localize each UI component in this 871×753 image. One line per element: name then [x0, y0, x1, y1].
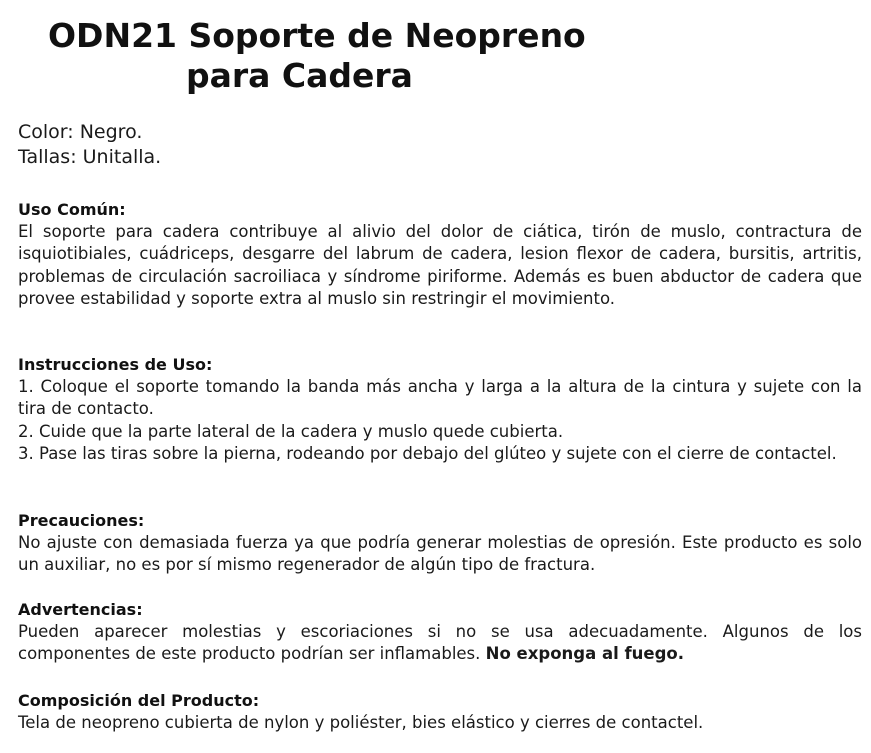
- product-meta: [18, 120, 161, 170]
- instruction-step: 1. Coloque el soporte tomando la banda más ancha y larga a la altura de la cintura y sujete con la tira de contacto.: [18, 377, 862, 419]
- section-precautions: [18, 510, 862, 577]
- instruction-step: 3. Pase las tiras sobre la pierna, rodeando por debajo del glúteo y sujete con el cierre de contactel.: [18, 443, 837, 463]
- color-text: Color: Negro.: [18, 121, 143, 143]
- warnings-emphasis: No exponga al fuego.: [485, 644, 685, 664]
- common-use-heading: Uso Común:: [18, 200, 126, 219]
- instruction-step: 2. Cuide que la parte lateral de la cadera y muslo quede cubierta.: [18, 421, 564, 441]
- section-warnings: [18, 599, 862, 666]
- title-line-1: ODN21 Soporte de Neopreno: [48, 16, 586, 55]
- section-common-use: [18, 199, 862, 310]
- composition-body: Tela de neopreno cubierta de nylon y poliéster, bies elástico y cierres de contactel.: [18, 713, 704, 732]
- instructions-heading: Instrucciones de Uso:: [18, 355, 213, 374]
- sizes-text: Tallas: Unitalla.: [18, 146, 162, 168]
- page-title: [48, 16, 586, 96]
- common-use-body: El soporte para cadera contribuye al alivio del dolor de ciática, tirón de muslo, contractura de isquiotibiales, cuádriceps, desgarre del labrum de cadera, lesion flexor de cadera, bursitis, artritis, problemas de circulación sacroiliaca y síndrome piriforme. Además es buen abductor de cadera que provee estabilidad y soporte extra al muslo sin restringir el movimiento.: [18, 222, 862, 308]
- section-composition: [18, 690, 862, 734]
- warnings-heading: Advertencias:: [18, 600, 143, 619]
- precautions-body: No ajuste con demasiada fuerza ya que podría generar molestias de opresión. Este producto es solo un auxiliar, no es por sí mismo regenerador de algún tipo de fractura.: [18, 533, 862, 575]
- warnings-paragraph: [18, 621, 862, 666]
- section-instructions: [18, 354, 862, 465]
- warnings-body: Pueden aparecer molestias y escoriaciones si no se usa adecuadamente. Algunos de los componentes de este producto podrían ser inflamables.: [18, 622, 862, 664]
- composition-heading: Composición del Producto:: [18, 691, 260, 710]
- precautions-heading: Precauciones:: [18, 511, 145, 530]
- title-line-2: para Cadera: [186, 56, 413, 95]
